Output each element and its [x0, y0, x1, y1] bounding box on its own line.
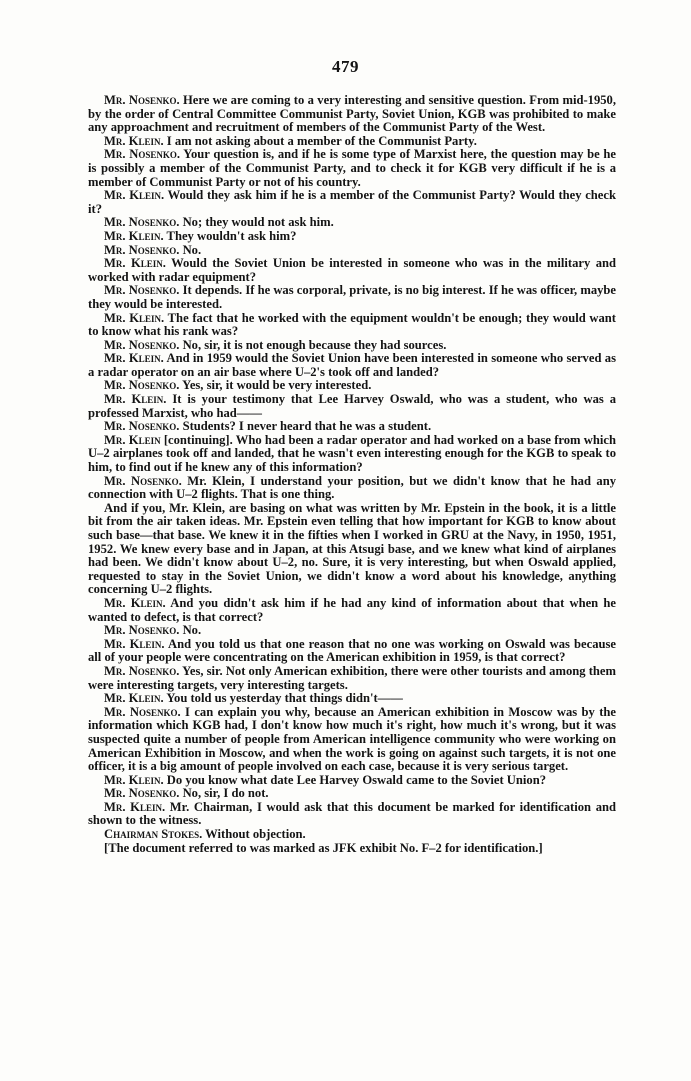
speaker-name: Mr. Nosenko.	[104, 93, 180, 107]
speaker-name: Mr. Klein.	[104, 691, 164, 706]
transcript-paragraph	[88, 502, 616, 597]
speaker-name: Mr. Nosenko.	[104, 215, 180, 230]
transcript-paragraph	[88, 339, 616, 353]
speaker-name: Mr. Nosenko.	[104, 337, 180, 352]
paragraph-text: Do you know what date Lee Harvey Oswald came to the Soviet Union?	[163, 772, 546, 787]
speaker-name: Mr. Nosenko.	[104, 623, 180, 638]
paragraph-text: No, sir, it is not enough because they had sources.	[179, 337, 447, 352]
paragraph-text: And if you, Mr. Klein, are basing on what was written by Mr. Epstein in the book, it is a little bit from the air taken ideas. Mr. Epstein even telling that how important for KGB to know about such base—that base. We knew it in the fifties when I worked in GRU at the Navy, in 1950, 1951, 1952. We knew every base and in Japan, at this Atsugi base, and we knew what kind of airplanes had been. We didn't know about U–2, no. Sure, it is very interesting, but when Oswald applied, requested to stay in the Soviet Union, we didn't know a word about his knowledge, anything concerning U–2 flights.	[88, 500, 616, 597]
transcript-paragraph	[88, 624, 616, 638]
paragraph-text: Yes, sir. Not only American exhibition, there were other tourists and among them were interesting targets, very interesting targets.	[88, 663, 616, 692]
speaker-name: Mr. Klein.	[104, 188, 165, 203]
paragraph-text: They wouldn't ask him?	[163, 228, 297, 243]
paragraph-text: You told us yesterday that things didn't——	[163, 691, 403, 706]
speaker-name: Mr. Klein.	[104, 256, 166, 271]
transcript-paragraph	[88, 230, 616, 244]
speaker-name: Mr. Nosenko.	[104, 283, 180, 298]
paragraph-text: And in 1959 would the Soviet Union have been interested in someone who served as a radar operator on an air base where U–2's took off and landed?	[88, 351, 616, 379]
speaker-name: Mr. Klein.	[104, 133, 164, 148]
transcript-paragraph	[88, 801, 616, 828]
paragraph-text: Students? I never heard that he was a student.	[179, 419, 432, 434]
paragraph-text: I am not asking about a member of the Communist Party.	[163, 133, 477, 148]
transcript-paragraph	[88, 842, 616, 856]
speaker-name: Mr. Klein.	[104, 392, 167, 407]
paragraph-text: No; they would not ask him.	[179, 215, 334, 230]
paragraph-text: Would they ask him if he is a member of the Communist Party? Would they check it?	[88, 188, 616, 216]
paragraph-text: It depends. If he was corporal, private, is no big interest. If he was officer, maybe they would be interested.	[88, 283, 617, 311]
transcript-paragraph	[88, 244, 616, 258]
transcript-paragraph	[88, 692, 616, 706]
transcript-body	[88, 94, 616, 855]
transcript-paragraph	[88, 312, 616, 339]
paragraph-text: No.	[179, 623, 202, 638]
paragraph-text: Without objection.	[202, 827, 306, 842]
paragraph-text: Mr. Klein, I understand your position, but we didn't know that he had any connection with U–2 flights. That is one thing.	[88, 473, 617, 502]
transcript-paragraph	[88, 434, 616, 475]
transcript-paragraph	[88, 475, 616, 502]
speaker-name: Mr. Nosenko.	[104, 419, 180, 434]
transcript-paragraph	[88, 352, 616, 379]
transcript-paragraph	[88, 189, 616, 216]
paragraph-text: No, sir, I do not.	[179, 786, 269, 801]
speaker-name: Mr. Klein.	[104, 772, 164, 787]
speaker-name: Mr. Nosenko.	[104, 663, 180, 678]
speaker-name: Mr. Klein.	[104, 351, 164, 366]
transcript-paragraph	[88, 706, 616, 774]
transcript-paragraph	[88, 665, 616, 692]
transcript-paragraph	[88, 774, 616, 788]
transcript-paragraph	[88, 379, 616, 393]
paragraph-text: It is your testimony that Lee Harvey Oswald, who was a student, who was a professed Marxist, who had——	[88, 392, 616, 420]
transcript-paragraph	[88, 135, 616, 149]
paragraph-text: Here we are coming to a very interesting and sensitive question. From mid-1950, by the order of Central Committee Communist Party, Soviet Union, KGB was prohibited to make any approachment and recruitment of members of the Communist Party of the West.	[88, 93, 617, 135]
speaker-name: Mr. Klein.	[104, 228, 164, 243]
paragraph-text: And you didn't ask him if he had any kind of information about that when he wanted to defect, is that correct?	[88, 595, 617, 624]
transcript-paragraph	[88, 94, 616, 135]
speaker-name: Mr. Nosenko.	[104, 704, 181, 719]
speaker-name: Mr. Klein.	[104, 799, 166, 814]
speaker-name: Mr. Klein.	[104, 636, 165, 651]
transcript-paragraph	[88, 638, 616, 665]
paragraph-text: Your question is, and if he is some type of Marxist here, the question may be he is possibly a member of the Communist Party, and to check it for KGB very difficult if he is a member of Communist Party or not of his country.	[88, 147, 616, 189]
page-number: 479	[332, 57, 359, 76]
transcript-paragraph	[88, 393, 616, 420]
transcript-paragraph	[88, 420, 616, 434]
speaker-name: Chairman Stokes.	[104, 827, 203, 842]
paragraph-text: Mr. Chairman, I would ask that this document be marked for identification and shown to the witness.	[88, 799, 616, 828]
speaker-name: Mr. Nosenko.	[104, 378, 180, 393]
paragraph-text: Yes, sir, it would be very interested.	[179, 378, 372, 393]
speaker-name: Mr. Klein	[104, 432, 161, 447]
transcript-paragraph	[88, 597, 616, 624]
speaker-name: Mr. Klein.	[104, 595, 166, 610]
transcript-paragraph	[88, 787, 616, 801]
paragraph-text: [The document referred to was marked as JFK exhibit No. F–2 for identification.]	[104, 840, 543, 855]
paragraph-text: Would the Soviet Union be interested in someone who was in the military and worked with radar equipment?	[88, 256, 616, 284]
speaker-name: Mr. Nosenko.	[104, 473, 182, 488]
transcript-paragraph	[88, 148, 616, 189]
transcript-paragraph	[88, 216, 616, 230]
speaker-name: Mr. Nosenko.	[104, 147, 181, 162]
transcript-paragraph	[88, 257, 616, 284]
paragraph-text: And you told us that one reason that no one was working on Oswald was because all of your people were concentrating on the American exhibition in 1959, is that correct?	[88, 636, 616, 665]
speaker-name: Mr. Nosenko.	[104, 242, 180, 257]
paragraph-text: No.	[179, 242, 202, 257]
speaker-name: Mr. Nosenko.	[104, 786, 180, 801]
transcript-paragraph	[88, 828, 616, 842]
paragraph-text: The fact that he worked with the equipment wouldn't be enough; they would want to know what his rank was?	[88, 310, 616, 339]
paragraph-text: [continuing]. Who had been a radar operator and had worked on a base from which U–2 airplanes took off and landed, that he wasn't even interesting enough for the KGB to speak to him, to find out if he knew any of this information?	[88, 432, 616, 475]
speaker-name: Mr. Klein.	[104, 310, 165, 325]
transcript-paragraph	[88, 284, 616, 311]
paragraph-text: I can explain you why, because an American exhibition in Moscow was by the information which KGB had, I don't know how much it's right, how much it's wrong, but it was suspected quite a number of people from American intelligence community who were working on American Exhibition in Moscow, and when the work is going on against such targets, it is not one officer, it is a big amount of people involved on each case, because it is very serious target.	[88, 704, 617, 774]
